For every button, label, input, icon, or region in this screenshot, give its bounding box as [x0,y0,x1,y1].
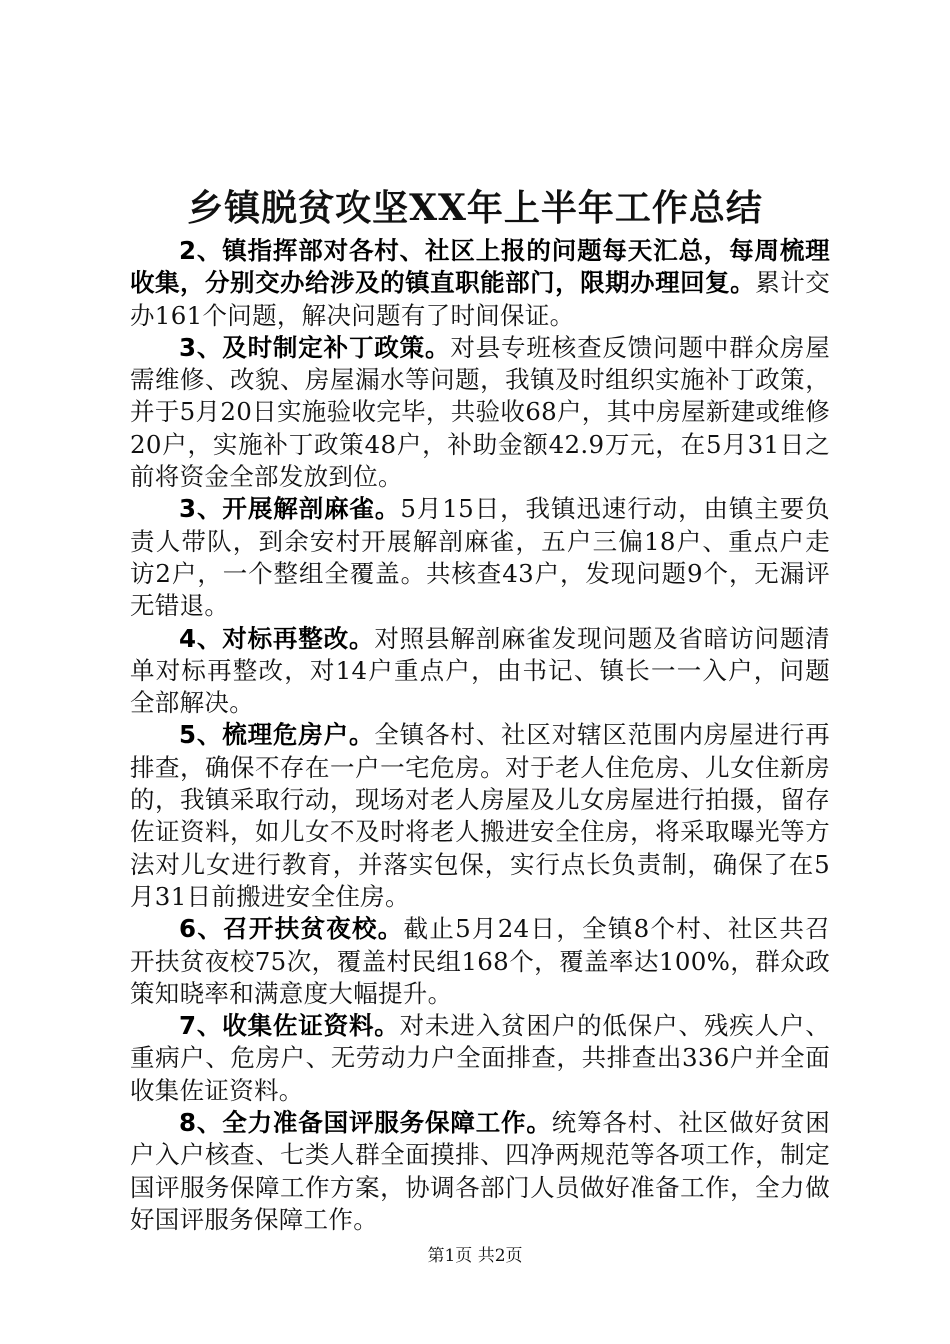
document-body [130,235,830,1236]
paragraph-lead: 2、镇指挥部对各村、社区上报的问题每天汇总，每周梳理收集，分别交办给涉及的镇直职能部门，限期办理回复。 [130,236,830,298]
paragraph-item-3-patch-policy [130,332,830,493]
paragraph-item-6 [130,913,830,1010]
paragraph-lead: 3、开展解剖麻雀。 [179,494,401,524]
paragraph-item-5 [130,719,830,913]
paragraph-lead: 7、收集佐证资料。 [179,1011,400,1041]
paragraph-text: 全镇各村、社区对辖区范围内房屋进行再排查，确保不存在一户一宅危房。对于老人住危房、儿女住新房的，我镇采取行动，现场对老人房屋及儿女房屋进行拍摄，留存佐证资料，如儿女不及时将老人搬进安全住房，将采取曝光等方法对儿女进行教育，并落实包保，实行点长负责制，确保了在5月31日前搬进安全住房。 [130,720,830,911]
paragraph-item-7 [130,1010,830,1107]
paragraph-text: 对县专班核查反馈问题中群众房屋需维修、改貌、房屋漏水等问题，我镇及时组织实施补丁政策，并于5月20日实施验收完毕，共验收68户，其中房屋新建或维修20户，实施补丁政策48户，补助金额42.9万元，在5月31日之前将资金全部发放到位。 [130,332,830,492]
paragraph-text: 累计交办161个问题，解决问题有了时间保证。 [130,268,831,330]
paragraph-lead: 5、梳理危房户。 [179,720,375,750]
paragraph-text: 5月15日，我镇迅速行动，由镇主要负责人带队，到余安村开展解剖麻雀，五户三偏18户、重点户走访2户，一个整组全覆盖。共核查43户，发现问题9个，无漏评无错退。 [130,494,830,621]
paragraph-text: 对未进入贫困户的低保户、残疾人户、重病户、危房户、无劳动力户全面排查，共排查出336户并全面收集佐证资料。 [130,1011,830,1105]
page-number-footer: 第1页 共2页 [427,1246,523,1266]
paragraph-lead: 4、对标再整改。 [179,623,375,653]
paragraph-lead: 6、召开扶贫夜校。 [179,914,404,944]
paragraph-text: 统筹各村、社区做好贫困户入户核查、七类人群全面摸排、四净两规范等各项工作，制定国评服务保障工作方案，协调各部门人员做好准备工作，全力做好国评服务保障工作。 [130,1108,830,1234]
paragraph-text: 截止5月24日，全镇8个村、社区共召开扶贫夜校75次，覆盖村民组168个，覆盖率达100%，群众政策知晓率和满意度大幅提升。 [130,914,831,1008]
paragraph-text: 对照县解剖麻雀发现问题及省暗访问题清单对标再整改，对14户重点户，由书记、镇长一一入户，问题全部解决。 [130,623,830,718]
paragraph-lead: 3、及时制定补丁政策。 [179,332,451,362]
paragraph-item-3-dissection [130,493,830,622]
paragraph-item-8 [130,1107,830,1236]
paragraph-item-2 [130,235,830,332]
paragraph-item-4 [130,623,830,720]
document-title: 乡镇脱贫攻坚XX年上半年工作总结 [187,187,763,229]
paragraph-lead: 8、全力准备国评服务保障工作。 [179,1108,552,1138]
